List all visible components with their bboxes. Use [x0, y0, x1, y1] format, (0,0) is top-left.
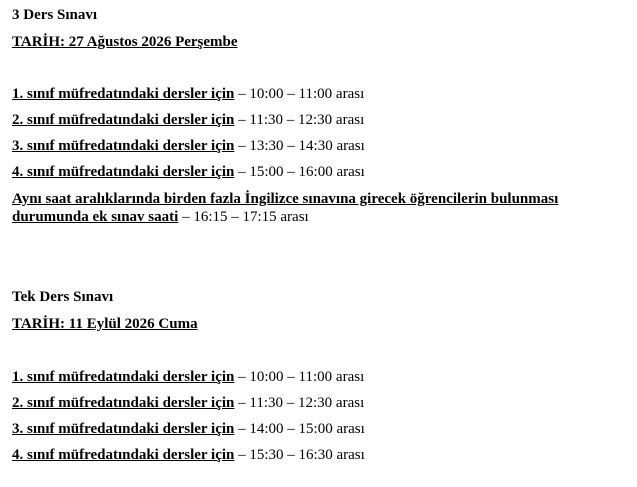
row-time: – 11:30 – 12:30 arası	[238, 395, 365, 411]
section1-row-3	[12, 137, 365, 155]
row-time: – 11:30 – 12:30 arası	[238, 112, 365, 128]
row-time: – 15:30 – 16:30 arası	[238, 447, 365, 463]
row-time: – 15:00 – 16:00 arası	[238, 164, 365, 180]
row-time: – 13:30 – 14:30 arası	[238, 138, 365, 154]
section2-row-2	[12, 394, 364, 412]
section1-title: 3 Ders Sınavı	[12, 7, 98, 23]
row-time: – 14:00 – 15:00 arası	[238, 421, 365, 437]
section1-row-4	[12, 163, 365, 181]
section1-date: TARİH: 27 Ağustos 2026 Perşembe	[12, 34, 238, 50]
row-label: 1. sınıf müfredatındaki dersler için	[12, 86, 235, 102]
row-label: 1. sınıf müfredatındaki dersler için	[12, 369, 235, 385]
section2-title: Tek Ders Sınavı	[12, 289, 114, 305]
row-label: 3. sınıf müfredatındaki dersler için	[12, 421, 235, 437]
row-label: 2. sınıf müfredatındaki dersler için	[12, 112, 235, 128]
section1-row-2	[12, 111, 364, 129]
extra-time: – 16:15 – 17:15 arası	[182, 209, 309, 225]
row-time: – 10:00 – 11:00 arası	[238, 369, 365, 385]
extra-label: Aynı saat aralıklarında birden fazla İngilizce sınavına girecek öğrencilerin bulunması durumunda ek sınav saati	[12, 191, 559, 225]
section2-date: TARİH: 11 Eylül 2026 Cuma	[12, 316, 198, 332]
row-label: 4. sınıf müfredatındaki dersler için	[12, 447, 235, 463]
section1-extra	[12, 190, 612, 226]
row-label: 4. sınıf müfredatındaki dersler için	[12, 164, 235, 180]
section2-row-3	[12, 420, 365, 438]
section2-row-4	[12, 446, 365, 464]
section1-row-1	[12, 85, 364, 103]
row-time: – 10:00 – 11:00 arası	[238, 86, 365, 102]
row-label: 3. sınıf müfredatındaki dersler için	[12, 138, 235, 154]
row-label: 2. sınıf müfredatındaki dersler için	[12, 395, 235, 411]
section2-row-1	[12, 368, 364, 386]
